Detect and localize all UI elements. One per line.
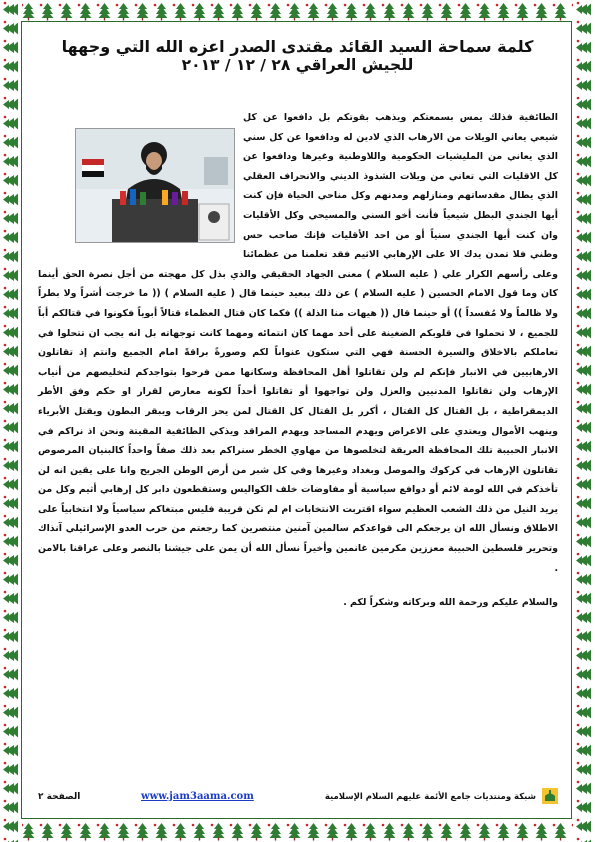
footer-site-name: شبكة ومنتديات جامع الأئمة عليهم السلام الإسلامية: [324, 792, 536, 802]
speech-paragraph: الطائفية فذلك يمس بسمعتكم ويذهب بقوتكم بل دافعوا عن كل شيعي يعاني الويلات من الارهاب الذي لادين له ودافعوا عن كل سني الذي يعاني من المليشيات الحكومية واللاوطنية وغيرها ودافعوا عن كل الاقليات التي تعاني من ويلات الشذوذ الديني والانحراف العقلي الذي يطال مقدساتهم ومنازلهم ومدنهم وكل مناحي الحياة فإن كنت أيها الجندي البطل شيعياً فأنت أخو السني والمسيحي وكل الأقليات وان كنت أيها الجندي سنياً أو من احد الأقليات فإنك صاحب حس وطني فلا تمدن يدك الا على الإرهابي الاثيم فقد تعلمنا من عظمائنا وعلى رأسهم الكرار علي ( عليه السلام ) معنى الجهاد الحقيقي والذي بذل كل مهجته من أجل نصرة الحق أينما كان وما قول الامام الحسين ( عليه السلام ) عن ذلك ببعيد حينما قال ( عليه السلام ) (( ما خرجت أشراً ولا بطراً ولا ظالماً ولا مُفسداً )) أو حينما قال (( هيهات منا الذلة )) فكما كان قتال العظماء قتالاً أبوياً فكونوا في قتالكم أباً للجميع ، لا تحملوا في قلوبكم الضغينة على أحد مهما كان انتمائه ومهما كانت توجهاته بل انه يجب ان تتحلوا في تعاملكم بالاخلاق والسيرة الحسنة فهي التي ستكون عنواناً لكم وصورةً براقةً امام الجميع وانتم إذ تقاتلون الارهابيين في الانبار فإنكم لم ولن تقاتلوا أهل المحافظة وسكانها ممن فرحوا بتواجدكم لتخليصهم من أنياب الإرهاب ولن تقاتلوا المدنيين والعزل ولن تواجهوا أو تقاتلوا أحداً لكونه معارض لقرار او حكم وفق الأطر الديمقراطية ، بل القتال كل القتال ، أكرر بل القتال كل القتال لمن يحز الرقاب ويبقر البطون ويقتل الأبرياء وينهب الأموال ويعتدي على الاعراض ويهدم المساجد ويهدم المراقد ويذكي الطائفية المقيتة ونحن اذ نراكم في الانبار الحبيبة تلك المحافظة العريقة لتخلصوها من مهاوي الخطر سنراكم بعد ذلك صفاً واحداً كالبنيان المرصوص تقاتلون الإرهاب في كركوك والموصل وبغداد وغيرها وفي كل شبر من أرض الوطن الجريح وانا على يقين انه لن تأخذكم في الله لومة لائم أو دوافع سياسية أو مفاوضات خلف الكواليس وستقطعون دابر كل إرهابي أثيم وكل من يريد النيل من ذلك الشعب العظيم سواء اقتربت الانتخابات ام لم تكن قريبة فليس مبتغاكم سياسياً ولا انتخابياً على الاطلاق ونسأل الله ان يرجعكم الى قواعدكم سالمين آمنين منتصرين كما رجعتم من حرب العدو الإسرائيلي آنذاك وتحرير فلسطين الحبيبة معززين مكرمين غانمين وأخيراً نسأل الله أن يمن على جيشنا بالنصر وعلى عراقنا بالامن .: [38, 112, 558, 574]
page-title: [30, 37, 565, 75]
speech-body: [38, 108, 558, 613]
decorative-border-right: [573, 0, 595, 842]
decorative-border-left: [0, 0, 22, 842]
title-line-2: للجيش العراقي ٢٨ / ١٢ / ٢٠١٣: [181, 56, 414, 74]
decorative-border-bottom: [0, 820, 595, 842]
footer-page-number: الصفحة ٢: [38, 792, 81, 802]
photo-spacer: [38, 108, 243, 258]
decorative-border-top: [0, 0, 595, 22]
mosque-logo-icon: [542, 788, 558, 804]
page-footer: [38, 790, 558, 808]
speech-closing: والسلام عليكم ورحمة الله وبركاته وشكراً لكم .: [343, 597, 558, 609]
title-line-1: كلمة سماحة السيد القائد مقتدى الصدر اعزه الله التي وجهها: [61, 37, 534, 56]
footer-website-link[interactable]: www.jam3aama.com: [141, 791, 254, 802]
